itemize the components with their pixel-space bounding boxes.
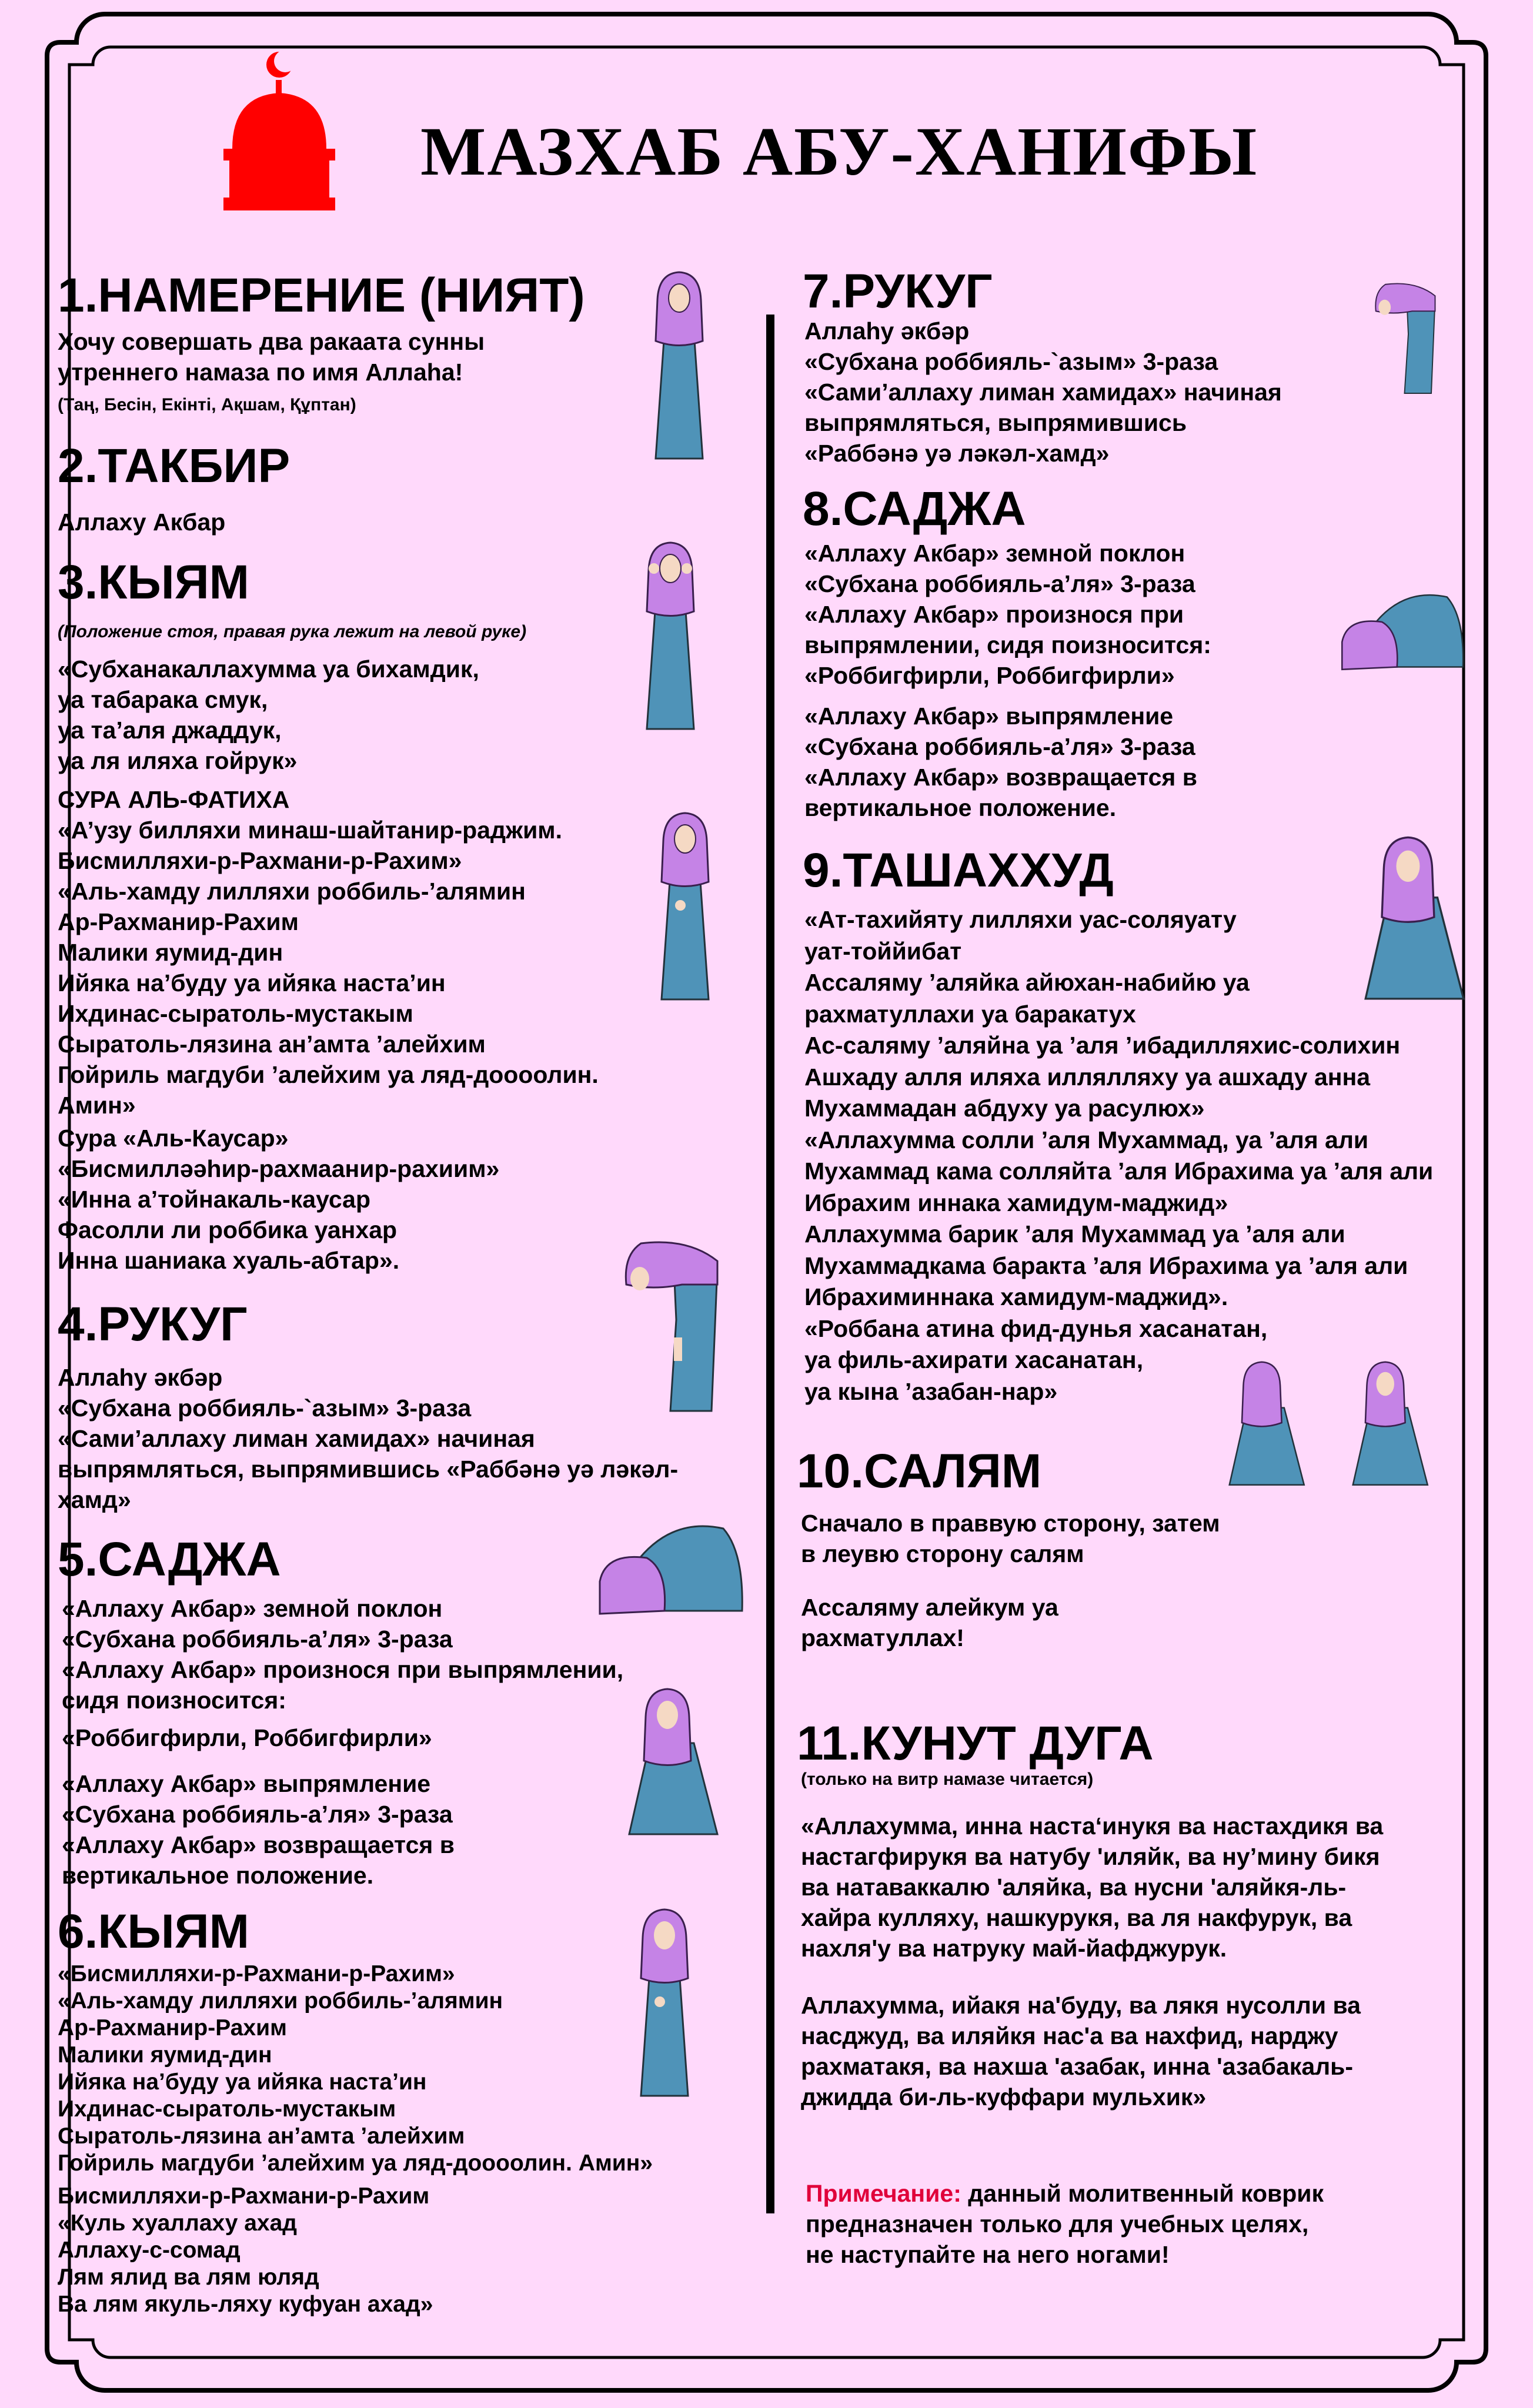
section-11-text-1: «Аллахумма, инна наста‘инукя ва настахдикя ва настагфирукя ва натубу 'иляйк, ва ну’мину бикя ва натаваккалю 'аляйка, ва нусни 'аляйкя-ль- хайра кулляху, нашкурукя, ва ля накфурук, ва нахля'у ва натруку май-йафджурук. [801,1812,1384,1962]
note [806,2178,1324,2270]
figure-standing-hands-raised [629,538,712,732]
section-3-text-3: Сура «Аль-Каусар» «Бисмилләәhир-рахмаанир-рахиим» «Инна а’тойнакаль-каусар Фасолли ли роббика уанхар Инна шаниака хуаль-абтар». [58,1125,500,1274]
figure-standing-hands-side [638,267,720,461]
note-label: Примечание: [806,2180,961,2207]
section-3-heading: 3.КЫЯМ [58,556,249,609]
section-5-text-3: «Аллаху Акбар» выпрямление «Субхана роббияль-а’ля» 3-раза «Аллаху Акбар» возвращается в вертикальное положение. [62,1770,455,1889]
section-9-text: «Ат-тахийяту лилляхи уас-соляуату уат-тоййибат Ассаляму ’аляйка айюхан-набийю уа рахматуллахи уа баракатух Ас-саляму ’аляйна уа ’аля ’ибадилляхис-солихин Ашхаду алля иляха иллялляху уа ашхаду анна Мухаммадан абдуху уа расулюх» «Аллахумма солли ’аля Мухаммад, уа ’аля али Мухаммад кама солляйта ’аля Ибрахима уа ’аля али Ибрахим иннака хамидум-маджид» Аллахумма барик ’аля Мухаммад уа ’аля али Мухаммадкама баракта ’аля Ибрахима уа ’аля али Ибрахиминнака хамидум-маджид». «Роббана атина фид-дунья хасанатан, уа филь-ахирати хасанатан, уа кына ’азабан-нар» [804,906,1434,1405]
section-6-text-1: «Бисмилляхи-р-Рахмани-р-Рахим» «Аль-хамду лилляхи роббиль-’алямин Ар-Рахманир-Рахим Малики яумид-дин Ийяка на’буду уа ийяка наста’ин Ихдинас-сыратоль-мустакым Сыратоль-лязина ан’амта ’алейхим Гойриль магдуби ’алейхим уа ляд-доооолин. Амин» [58,1961,653,2176]
section-9-heading: 9.ТАШАХХУД [803,844,1114,897]
section-10-text-2: Ассаляму алейкум уа рахматуллах! [801,1594,1058,1651]
section-2-text: Аллаху Акбар [58,509,226,536]
mosque-icon [215,46,344,210]
section-11-sub: (только на витр намазе читается) [801,1770,1094,1789]
figure-sitting [617,1684,723,1837]
section-6-text-2: Бисмилляхи-р-Рахмани-р-Рахим «Куль хуаллаху ахад Аллаху-с-сомад Лям ялид ва лям юляд Ва лям якуль-ляху куфуан ахад» [58,2183,433,2317]
page-title: МАЗХАБ АБУ-ХАНИФЫ [420,113,1258,190]
section-5-text-2: «Роббигфирли, Роббигфирли» [62,1724,432,1751]
section-3-text-1: «Субханакаллахумма уа бихамдик, уа табарака смук, уа та’аля джаддук, уа ля иляха гойрук» [58,655,479,774]
figure-prostration-sajda-2 [1332,582,1467,682]
section-4-text: Аллаhу әкбәр «Субхана роббияль-`азым» 3-раза «Сами’аллаху лиман хамидах» начиная выпрямляться, выпрямившись «Раббәнә уә ләкәл- хамд» [58,1364,679,1513]
section-8-text-1: «Аллаху Акбар» земной поклон «Субхана роббияль-а’ля» 3-раза «Аллаху Акбар» произнося при выпрямлении, сидя поизносится: «Роббигфирли, Роббигфирли» [804,540,1211,689]
section-3-text-2: СУРА АЛЬ-ФАТИХА «А’узу билляхи минаш-шайтанир-раджим. Бисмилляхи-р-Рахмани-р-Рахим» «Аль-хамду лилляхи роббиль-’алямин Ар-Рахманир-Рахим Малики яумид-дин Ийяка на’буду уа ийяка наста’ин Ихдинас-сыратоль-мустакым Сыратоль-лязина ан’амта ’алейхим Гойриль магдуби ’алейхим уа ляд-доооолин. Амин» [58,786,599,1119]
figure-standing-hands-folded [644,808,726,1002]
section-1-text: Хочу совершать два ракаата сунны утреннего намаза по имя Аллаhа! [58,328,485,386]
section-8-text-2: «Аллаху Акбар» выпрямление «Субхана роббияль-а’ля» 3-раза «Аллаху Акбар» возвращается в вертикальное положение. [804,703,1197,821]
section-11-heading: 11.КУНУТ ДУГА [797,1717,1154,1770]
section-4-heading: 4.РУКУГ [58,1297,248,1351]
section-6-heading: 6.КЫЯМ [58,1905,249,1958]
section-7-text: Аллаhу әкбәр «Субхана роббияль-`азым» 3-раза «Сами’аллаху лиман хамидах» начиная выпрямляться, выпрямившись «Раббәнә уә ләкәл-хамд» [804,317,1282,467]
section-2-heading: 2.ТАКБИР [58,439,290,493]
section-1-heading: 1.НАМЕРЕНИЕ (НИЯТ) [58,269,585,322]
note-text: данный молитвенный коврик предназначен только для учебных целях, не наступайте на него ногами! [806,2180,1324,2268]
section-5-heading: 5.САДЖА [58,1533,281,1586]
section-10-text-1: Сначало в праввую сторону, затем в леувю сторону салям [801,1510,1220,1567]
crescent-icon [266,50,296,78]
section-11-text-2: Аллахумма, ийакя на'буду, ва лякя нусолли ва насджуд, ва иляйкя нас'а ва нахфид, нарджу рахматакя, ва нахша 'азабак, инна 'азабакаль- джидда би-ль-куффари мульхик» [801,1992,1361,2111]
section-1-sub: (Таң, Бесін, Екінті, Ақшам, Құптан) [58,395,356,414]
section-7-heading: 7.РУКУГ [803,265,993,318]
section-10-heading: 10.САЛЯМ [797,1444,1042,1498]
section-3-note: (Положение стоя, правая рука лежит на левой руке) [58,622,527,641]
section-5-text-1: «Аллаху Акбар» земной поклон «Субхана роббияль-а’ля» 3-раза «Аллаху Акбар» произнося при выпрямлении, сидя поизносится: [62,1595,624,1714]
section-8-heading: 8.САДЖА [803,482,1026,536]
figure-bowing-rukug-2 [1370,259,1447,406]
column-divider [766,315,774,2213]
